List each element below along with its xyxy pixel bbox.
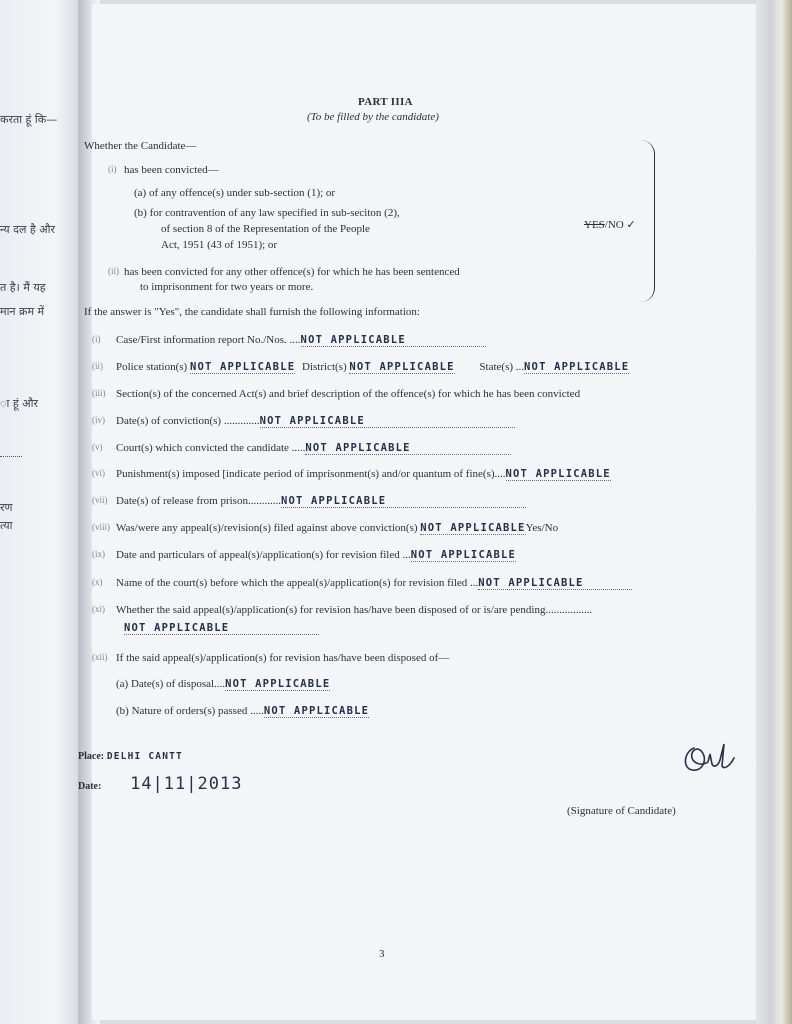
release-value: NOT APPLICABLE: [281, 495, 526, 508]
marker-xi: (xi): [92, 604, 105, 614]
particulars-value: NOT APPLICABLE: [410, 549, 517, 561]
state-label: State(s) ...: [479, 361, 525, 373]
left-fragment-3: त है। मैं यह: [0, 281, 46, 294]
police-value: NOT APPLICABLE: [189, 361, 296, 373]
marker-vii: (vii): [92, 495, 108, 505]
right-bracket: [640, 140, 655, 302]
disposed-label: Whether the said appeal(s)/application(s) for revision has/have been disposed of or is/are pending.................: [116, 604, 593, 616]
district-label: District(s): [302, 361, 347, 373]
court-name-value: NOT APPLICABLE: [478, 577, 631, 590]
if-disposed-label: If the said appeal(s)/application(s) for revision has/have been disposed of—: [116, 652, 450, 664]
question-i-b-line2: of section 8 of the Representation of the People: [161, 223, 370, 235]
date-disposal-row: [116, 678, 330, 690]
court-name-label: Name of the court(s) before which the appeal(s)/application(s) for revision filed ...: [116, 577, 479, 589]
marker-iv: (iv): [92, 415, 105, 425]
marker-ix: (ix): [92, 549, 105, 559]
appeal-label: Was/were any appeal(s)/revision(s) filed against above conviction(s): [116, 522, 418, 534]
particulars-label: Date and particulars of appeal(s)/application(s) for revision filed ...: [116, 549, 411, 561]
no-option: /NO: [604, 219, 624, 231]
answer-intro: If the answer is "Yes", the candidate shall furnish the following information:: [84, 306, 420, 318]
left-fragment-1: करता हूं कि—: [0, 113, 58, 126]
question-ii-line1: has been convicted for any other offence(s) for which he has been sentenced: [124, 266, 460, 278]
police-label: Police station(s): [116, 361, 188, 373]
candidate-signature: [680, 732, 750, 782]
date-value: 14|11|2013: [130, 774, 243, 794]
date-disposal-label: (a) Date(s) of disposal....: [116, 678, 226, 690]
question-i-a: (a) of any offence(s) under sub-section (1); or: [134, 187, 336, 199]
date-conviction-label: Date(s) of conviction(s) .............: [116, 415, 260, 427]
release-row: [116, 495, 526, 507]
page-number: 3: [379, 948, 385, 960]
punishment-value: NOT APPLICABLE: [505, 468, 611, 480]
part-subtitle: (To be filled by the candidate): [307, 111, 439, 123]
marker-i: (i): [92, 334, 101, 344]
date-row: [78, 774, 242, 794]
question-i-b-line3: Act, 1951 (43 of 1951); or: [161, 239, 278, 251]
date-conviction-row: [116, 415, 515, 427]
item-marker-ii: (ii): [108, 266, 119, 276]
place-row: [78, 750, 183, 762]
tick-mark: ✓: [626, 218, 636, 231]
date-label: Date:: [78, 781, 102, 792]
signature-caption: (Signature of Candidate): [567, 805, 676, 817]
marker-iii: (iii): [92, 388, 106, 398]
nature-value: NOT APPLICABLE: [263, 705, 370, 717]
right-page-edge: [756, 0, 792, 1024]
marker-ii: (ii): [92, 361, 103, 371]
court-value: NOT APPLICABLE: [305, 442, 510, 455]
court-row: [116, 442, 511, 454]
nature-row: [116, 705, 369, 717]
left-fragment-6: रण: [0, 501, 13, 514]
intro-text: Whether the Candidate—: [84, 140, 197, 152]
document-page: [78, 4, 756, 1020]
state-value: NOT APPLICABLE: [524, 361, 630, 373]
marker-xii: (xii): [92, 652, 108, 662]
court-label: Court(s) which convicted the candidate .....: [116, 442, 306, 454]
date-conviction-value: NOT APPLICABLE: [260, 415, 515, 428]
case-value: NOT APPLICABLE: [301, 334, 486, 347]
punishment-label: Punishment(s) imposed [indicate period of imprisonment(s) and/or quantum of fine(s)....: [116, 468, 506, 480]
punishment-row: [116, 468, 611, 480]
left-fragment-7: त्या: [0, 519, 13, 532]
disposed-row: [124, 622, 319, 634]
nature-label: (b) Nature of orders(s) passed .....: [116, 705, 264, 717]
left-fragment-5: ा हूं और: [0, 397, 38, 410]
marker-viii: (viii): [92, 522, 110, 532]
police-row: [116, 361, 629, 373]
yes-no-answer: [584, 218, 636, 231]
question-ii-line2: to imprisonment for two years or more.: [140, 281, 314, 293]
yes-option-struck: YES: [584, 219, 605, 231]
appeal-row: [116, 522, 558, 534]
question-i-b-line1: (b) for contravention of any law specified in sub-seciton (2),: [134, 207, 400, 219]
marker-x: (x): [92, 577, 103, 587]
marker-v: (v): [92, 442, 103, 452]
case-row: [116, 334, 486, 346]
left-fragment-4: मान क्रम में: [0, 305, 45, 318]
question-i: has been convicted—: [124, 164, 219, 176]
release-label: Date(s) of release from prison............: [116, 495, 281, 507]
particulars-row: [116, 549, 516, 561]
case-label: Case/First information report No./Nos. ....: [116, 334, 301, 346]
marker-vi: (vi): [92, 468, 105, 478]
item-marker-i: (i): [108, 164, 117, 174]
court-name-row: [116, 577, 632, 589]
appeal-suffix: Yes/No: [525, 522, 559, 534]
sections-label: Section(s) of the concerned Act(s) and brief description of the offence(s) for which he has been convicted: [116, 388, 581, 400]
date-disposal-value: NOT APPLICABLE: [225, 678, 331, 690]
appeal-value: NOT APPLICABLE: [420, 522, 526, 534]
part-title: PART IIIA: [358, 96, 413, 108]
place-label: Place:: [78, 751, 105, 762]
district-value: NOT APPLICABLE: [349, 361, 455, 373]
left-fragment-2: न्य दल है और: [0, 223, 56, 236]
place-value: DELHI CANTT: [106, 751, 183, 762]
disposed-value: NOT APPLICABLE: [124, 622, 319, 635]
